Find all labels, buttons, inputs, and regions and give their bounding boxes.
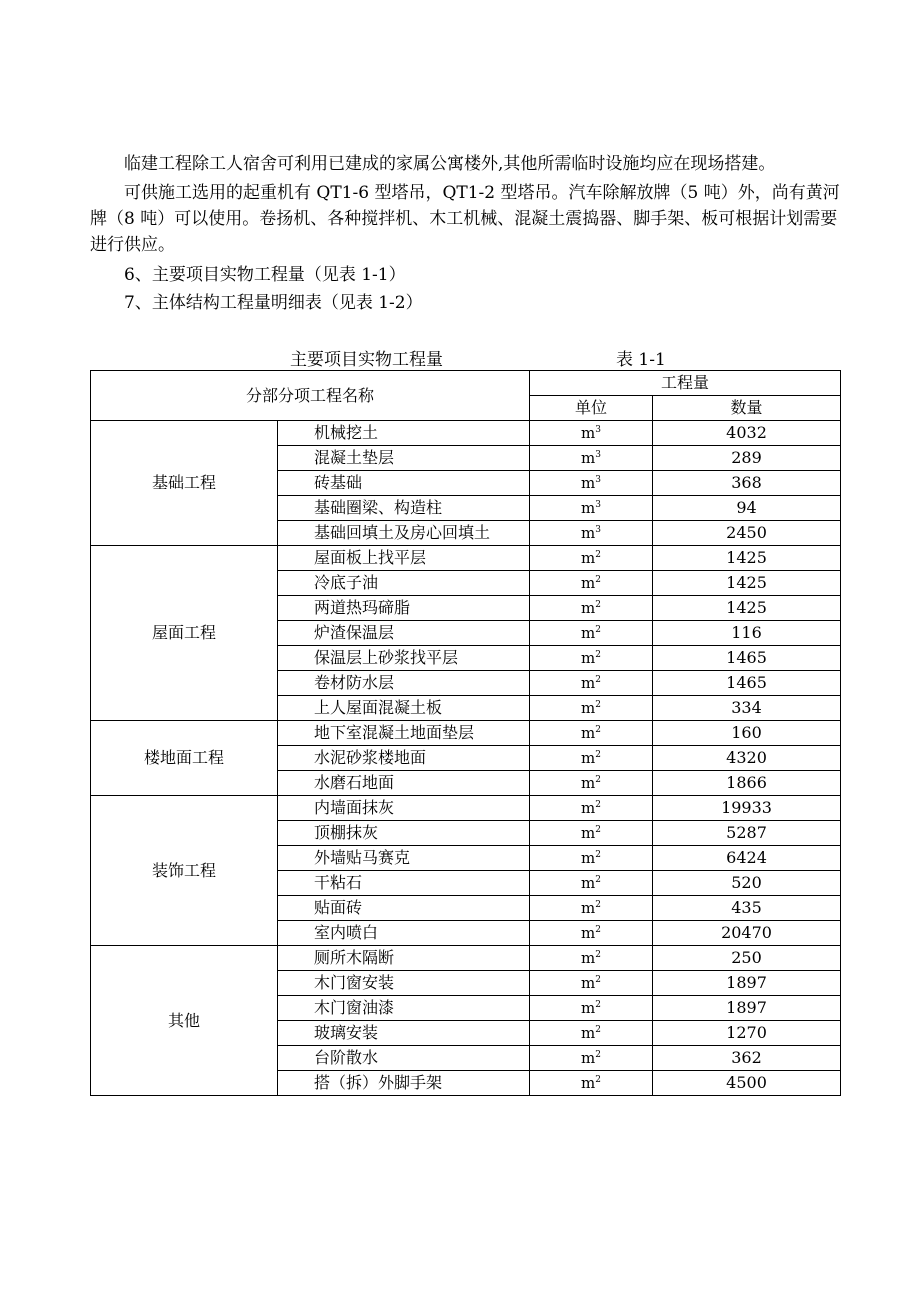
quantity-cell: 334	[653, 696, 841, 721]
unit-symbol: m	[581, 1049, 596, 1067]
table-row	[91, 946, 841, 971]
quantity-cell: 160	[653, 721, 841, 746]
unit-cell	[530, 846, 653, 871]
unit-exponent: 2	[595, 600, 601, 610]
table-row	[91, 546, 841, 571]
header-quantity-group: 工程量	[530, 371, 841, 396]
item-name-cell: 水泥砂浆楼地面	[278, 746, 530, 771]
unit-exponent: 2	[595, 575, 601, 585]
unit-symbol: m	[581, 449, 596, 467]
item-name-cell: 室内喷白	[278, 921, 530, 946]
unit-cell	[530, 946, 653, 971]
unit-cell	[530, 671, 653, 696]
table-title: 主要项目实物工程量	[290, 350, 443, 370]
unit-exponent: 2	[595, 950, 601, 960]
category-cell: 装饰工程	[91, 796, 278, 946]
item-name-cell: 玻璃安装	[278, 1021, 530, 1046]
item-name-cell: 地下室混凝土地面垫层	[278, 721, 530, 746]
unit-exponent: 2	[595, 775, 601, 785]
unit-symbol: m	[581, 524, 596, 542]
unit-exponent: 3	[595, 500, 601, 510]
quantity-cell: 4032	[653, 421, 841, 446]
quantity-cell: 20470	[653, 921, 841, 946]
header-item-name: 分部分项工程名称	[91, 371, 530, 421]
unit-symbol: m	[581, 1024, 596, 1042]
quantity-cell: 368	[653, 471, 841, 496]
unit-exponent: 2	[595, 875, 601, 885]
unit-symbol: m	[581, 849, 596, 867]
unit-symbol: m	[581, 499, 596, 517]
unit-cell	[530, 896, 653, 921]
quantity-cell: 2450	[653, 521, 841, 546]
paragraph-lifting-equipment: 可供施工选用的起重机有 QT1-6 型塔吊，QT1-2 型塔吊。汽车除解放牌（5 吨）外，尚有黄河牌（8 吨）可以使用。卷扬机、各种搅拌机、木工机械、混凝土震捣器、脚手架、板可根据计划需要进行供应。	[90, 183, 840, 255]
unit-symbol: m	[581, 874, 596, 892]
unit-symbol: m	[581, 574, 596, 592]
table-row	[91, 721, 841, 746]
unit-cell	[530, 646, 653, 671]
quantity-cell: 1425	[653, 546, 841, 571]
item-name-cell: 顶棚抹灰	[278, 821, 530, 846]
item-name-cell: 厕所木隔断	[278, 946, 530, 971]
item-name-cell: 基础回填土及房心回填土	[278, 521, 530, 546]
unit-cell	[530, 1071, 653, 1096]
unit-exponent: 2	[595, 1075, 601, 1085]
unit-cell	[530, 696, 653, 721]
quantity-cell: 4500	[653, 1071, 841, 1096]
unit-symbol: m	[581, 949, 596, 967]
unit-symbol: m	[581, 699, 596, 717]
unit-cell	[530, 1046, 653, 1071]
unit-exponent: 2	[595, 550, 601, 560]
item-name-cell: 机械挖土	[278, 421, 530, 446]
quantity-cell: 520	[653, 871, 841, 896]
category-cell: 基础工程	[91, 421, 278, 546]
item-name-cell: 上人屋面混凝土板	[278, 696, 530, 721]
unit-exponent: 2	[595, 975, 601, 985]
unit-cell	[530, 546, 653, 571]
paragraph-item-7: 7、主体结构工程量明细表（见表 1-2）	[124, 293, 423, 313]
unit-cell	[530, 721, 653, 746]
quantity-cell: 5287	[653, 821, 841, 846]
unit-symbol: m	[581, 999, 596, 1017]
item-name-cell: 冷底子油	[278, 571, 530, 596]
category-cell: 楼地面工程	[91, 721, 278, 796]
unit-symbol: m	[581, 599, 596, 617]
quantity-cell: 6424	[653, 846, 841, 871]
unit-cell	[530, 871, 653, 896]
quantity-cell: 289	[653, 446, 841, 471]
table-number: 表 1-1	[616, 350, 666, 370]
unit-symbol: m	[581, 549, 596, 567]
table-header-row	[91, 371, 841, 396]
unit-exponent: 2	[595, 725, 601, 735]
category-cell: 其他	[91, 946, 278, 1096]
quantity-cell: 1425	[653, 596, 841, 621]
quantity-cell: 435	[653, 896, 841, 921]
unit-cell	[530, 446, 653, 471]
quantity-cell: 4320	[653, 746, 841, 771]
item-name-cell: 木门窗油漆	[278, 996, 530, 1021]
unit-symbol: m	[581, 899, 596, 917]
unit-exponent: 3	[595, 525, 601, 535]
unit-cell	[530, 471, 653, 496]
unit-symbol: m	[581, 1074, 596, 1092]
unit-symbol: m	[581, 824, 596, 842]
item-name-cell: 混凝土垫层	[278, 446, 530, 471]
unit-symbol: m	[581, 974, 596, 992]
unit-cell	[530, 621, 653, 646]
header-count: 数量	[653, 396, 841, 421]
unit-symbol: m	[581, 674, 596, 692]
item-name-cell: 台阶散水	[278, 1046, 530, 1071]
item-name-cell: 屋面板上找平层	[278, 546, 530, 571]
unit-symbol: m	[581, 424, 596, 442]
unit-cell	[530, 921, 653, 946]
unit-exponent: 2	[595, 800, 601, 810]
quantity-cell: 1425	[653, 571, 841, 596]
unit-cell	[530, 771, 653, 796]
unit-cell	[530, 996, 653, 1021]
unit-exponent: 2	[595, 925, 601, 935]
unit-cell	[530, 496, 653, 521]
item-name-cell: 两道热玛碲脂	[278, 596, 530, 621]
table-body	[91, 421, 841, 1096]
unit-cell	[530, 1021, 653, 1046]
unit-cell	[530, 796, 653, 821]
item-name-cell: 外墙贴马赛克	[278, 846, 530, 871]
unit-symbol: m	[581, 724, 596, 742]
quantity-cell: 94	[653, 496, 841, 521]
unit-symbol: m	[581, 749, 596, 767]
item-name-cell: 干粘石	[278, 871, 530, 896]
quantity-cell: 362	[653, 1046, 841, 1071]
unit-symbol: m	[581, 474, 596, 492]
unit-symbol: m	[581, 774, 596, 792]
item-name-cell: 搭（拆）外脚手架	[278, 1071, 530, 1096]
item-name-cell: 木门窗安装	[278, 971, 530, 996]
item-name-cell: 贴面砖	[278, 896, 530, 921]
table-row	[91, 796, 841, 821]
quantity-cell: 1465	[653, 671, 841, 696]
item-name-cell: 水磨石地面	[278, 771, 530, 796]
quantity-cell: 1897	[653, 996, 841, 1021]
unit-exponent: 2	[595, 1000, 601, 1010]
unit-exponent: 2	[595, 1025, 601, 1035]
unit-exponent: 2	[595, 1050, 601, 1060]
quantity-cell: 1866	[653, 771, 841, 796]
unit-symbol: m	[581, 624, 596, 642]
paragraph-temporary-works: 临建工程除工人宿舍可利用已建成的家属公寓楼外,其他所需临时设施均应在现场搭建。	[124, 154, 776, 174]
unit-cell	[530, 596, 653, 621]
unit-symbol: m	[581, 799, 596, 817]
unit-cell	[530, 821, 653, 846]
unit-cell	[530, 571, 653, 596]
quantity-cell: 19933	[653, 796, 841, 821]
unit-exponent: 2	[595, 625, 601, 635]
item-name-cell: 保温层上砂浆找平层	[278, 646, 530, 671]
category-cell: 屋面工程	[91, 546, 278, 721]
quantity-cell: 1897	[653, 971, 841, 996]
item-name-cell: 卷材防水层	[278, 671, 530, 696]
unit-symbol: m	[581, 649, 596, 667]
unit-cell	[530, 971, 653, 996]
unit-exponent: 3	[595, 450, 601, 460]
unit-exponent: 3	[595, 425, 601, 435]
unit-exponent: 2	[595, 700, 601, 710]
unit-exponent: 3	[595, 475, 601, 485]
item-name-cell: 内墙面抹灰	[278, 796, 530, 821]
unit-exponent: 2	[595, 650, 601, 660]
unit-symbol: m	[581, 924, 596, 942]
quantity-cell: 1270	[653, 1021, 841, 1046]
unit-exponent: 2	[595, 850, 601, 860]
quantity-cell: 250	[653, 946, 841, 971]
quantities-table	[90, 370, 841, 1096]
quantity-cell: 116	[653, 621, 841, 646]
item-name-cell: 炉渣保温层	[278, 621, 530, 646]
header-unit: 单位	[530, 396, 653, 421]
item-name-cell: 基础圈梁、构造柱	[278, 496, 530, 521]
item-name-cell: 砖基础	[278, 471, 530, 496]
unit-exponent: 2	[595, 900, 601, 910]
table-row	[91, 421, 841, 446]
paragraph-item-6: 6、主要项目实物工程量（见表 1-1）	[124, 265, 406, 285]
unit-cell	[530, 521, 653, 546]
unit-exponent: 2	[595, 825, 601, 835]
unit-exponent: 2	[595, 675, 601, 685]
unit-cell	[530, 746, 653, 771]
unit-cell	[530, 421, 653, 446]
unit-exponent: 2	[595, 750, 601, 760]
quantity-cell: 1465	[653, 646, 841, 671]
